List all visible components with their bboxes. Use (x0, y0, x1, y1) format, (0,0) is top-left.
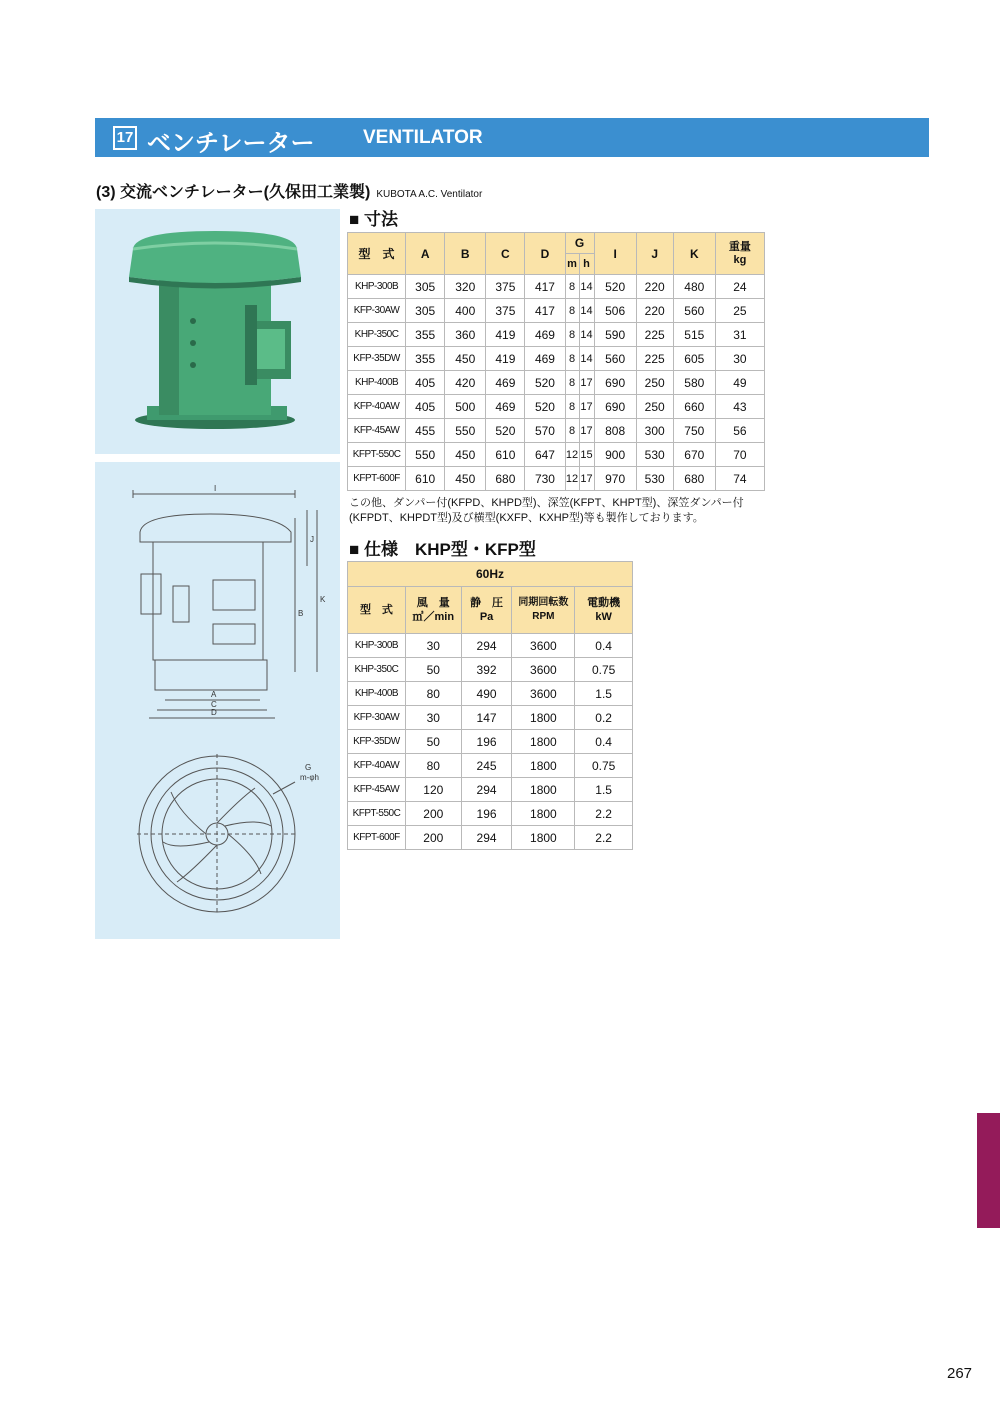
value-cell: 1800 (512, 730, 575, 754)
table-row (348, 778, 633, 802)
section-title-jp: ベンチレーター (147, 130, 315, 157)
table-row (348, 730, 633, 754)
value-cell: 420 (445, 371, 486, 395)
value-cell: 294 (461, 826, 512, 850)
value-cell: 3600 (512, 682, 575, 706)
ventilator-photo (95, 209, 340, 454)
table-row (348, 299, 765, 323)
specs-header-pressure (461, 587, 512, 634)
value-cell: 147 (461, 706, 512, 730)
value-cell: 405 (406, 371, 445, 395)
value-cell: 647 (525, 443, 565, 467)
value-cell: 455 (406, 419, 445, 443)
value-cell: 1.5 (575, 682, 633, 706)
model-cell: KFP-35DW (348, 347, 406, 371)
value-cell: 14 (579, 299, 594, 323)
value-cell: 690 (594, 395, 636, 419)
value-cell: 200 (405, 802, 461, 826)
dim-label-gmh: m-φh (300, 773, 319, 782)
table-row (348, 634, 633, 658)
dim-label-i: I (214, 484, 217, 493)
value-cell: 225 (636, 347, 673, 371)
value-cell: 43 (715, 395, 764, 419)
dim-label-k: K (320, 595, 326, 604)
dims-header-model: 型 式 (348, 233, 406, 275)
value-cell: 8 (565, 395, 579, 419)
value-cell: 70 (715, 443, 764, 467)
dims-header-a: A (406, 233, 445, 275)
table-row (348, 467, 765, 491)
value-cell: 660 (673, 395, 715, 419)
value-cell: 56 (715, 419, 764, 443)
dims-header-weight-unit: kg (733, 253, 747, 266)
value-cell: 419 (486, 347, 525, 371)
value-cell: 520 (525, 395, 565, 419)
value-cell: 0.75 (575, 754, 633, 778)
value-cell: 469 (525, 347, 565, 371)
table-row (348, 802, 633, 826)
value-cell: 8 (565, 419, 579, 443)
model-cell: KFP-45AW (348, 778, 406, 802)
value-cell: 450 (445, 467, 486, 491)
section-banner (95, 118, 929, 157)
table-row (348, 754, 633, 778)
table-row (348, 323, 765, 347)
table-row (348, 419, 765, 443)
value-cell: 490 (461, 682, 512, 706)
value-cell: 610 (406, 467, 445, 491)
value-cell: 14 (579, 347, 594, 371)
dims-header-b: B (445, 233, 486, 275)
model-cell: KHP-400B (348, 682, 406, 706)
value-cell: 320 (445, 275, 486, 299)
value-cell: 250 (636, 371, 673, 395)
value-cell: 12 (565, 443, 579, 467)
model-cell: KFP-45AW (348, 419, 406, 443)
value-cell: 8 (565, 371, 579, 395)
note-line-2: (KFPDT、KHPDT型)及び横型(KXFP、KXHP型)等も製作しております。 (349, 512, 704, 524)
value-cell: 900 (594, 443, 636, 467)
value-cell: 480 (673, 275, 715, 299)
dim-label-d: D (211, 708, 217, 717)
value-cell: 220 (636, 299, 673, 323)
ventilator-drawing (95, 462, 340, 939)
value-cell: 400 (445, 299, 486, 323)
value-cell: 750 (673, 419, 715, 443)
rpm-unit: RPM (532, 611, 555, 622)
value-cell: 80 (405, 754, 461, 778)
table-row (348, 395, 765, 419)
value-cell: 14 (579, 275, 594, 299)
value-cell: 25 (715, 299, 764, 323)
value-cell: 300 (636, 419, 673, 443)
dimensions-table-body (348, 275, 765, 491)
value-cell: 8 (565, 275, 579, 299)
value-cell: 250 (636, 395, 673, 419)
value-cell: 590 (594, 323, 636, 347)
value-cell: 17 (579, 419, 594, 443)
rpm-label: 同期回転数 (518, 597, 569, 608)
value-cell: 305 (406, 275, 445, 299)
dims-header-c: C (486, 233, 525, 275)
motor-unit: kW (595, 611, 612, 623)
value-cell: 2.2 (575, 826, 633, 850)
dims-header-gm: m (565, 254, 579, 275)
value-cell: 0.2 (575, 706, 633, 730)
value-cell: 1.5 (575, 778, 633, 802)
model-cell: KFP-35DW (348, 730, 406, 754)
value-cell: 417 (525, 275, 565, 299)
value-cell: 808 (594, 419, 636, 443)
model-cell: KFPT-550C (348, 802, 406, 826)
value-cell: 14 (579, 323, 594, 347)
value-cell: 0.4 (575, 730, 633, 754)
value-cell: 196 (461, 802, 512, 826)
value-cell: 80 (405, 682, 461, 706)
value-cell: 0.4 (575, 634, 633, 658)
page-number: 267 (947, 1365, 973, 1382)
dims-header-g: G (565, 233, 594, 254)
value-cell: 580 (673, 371, 715, 395)
value-cell: 355 (406, 347, 445, 371)
value-cell: 560 (594, 347, 636, 371)
dims-header-gh: h (579, 254, 594, 275)
value-cell: 3600 (512, 634, 575, 658)
subtitle-en: KUBOTA A.C. Ventilator (376, 189, 483, 200)
value-cell: 405 (406, 395, 445, 419)
note-line-1: この他、ダンパー付(KFPD、KHPD型)、深笠(KFPT、KHPT型)、深笠ダンパー付 (349, 497, 744, 509)
value-cell: 570 (525, 419, 565, 443)
dims-header-k: K (673, 233, 715, 275)
value-cell: 530 (636, 443, 673, 467)
value-cell: 520 (594, 275, 636, 299)
specs-header-rpm (512, 587, 575, 634)
model-cell: KFPT-600F (348, 826, 406, 850)
pressure-unit: Pa (479, 611, 494, 623)
value-cell: 30 (405, 706, 461, 730)
value-cell: 15 (579, 443, 594, 467)
value-cell: 500 (445, 395, 486, 419)
value-cell: 50 (405, 658, 461, 682)
dim-label-b: B (298, 609, 304, 618)
value-cell: 375 (486, 275, 525, 299)
table-row (348, 371, 765, 395)
value-cell: 294 (461, 634, 512, 658)
dims-header-i: I (594, 233, 636, 275)
value-cell: 605 (673, 347, 715, 371)
value-cell: 245 (461, 754, 512, 778)
dims-header-weight (715, 233, 764, 275)
model-cell: KHP-350C (348, 323, 406, 347)
value-cell: 530 (636, 467, 673, 491)
value-cell: 515 (673, 323, 715, 347)
value-cell: 17 (579, 467, 594, 491)
pressure-label: 静 圧 (470, 597, 504, 609)
value-cell: 24 (715, 275, 764, 299)
section-title-en: VENTILATOR (363, 127, 483, 148)
airflow-label: 風 量 (416, 597, 450, 609)
specs-header-airflow (405, 587, 461, 634)
table-row (348, 443, 765, 467)
value-cell: 375 (486, 299, 525, 323)
specs-header-model: 型 式 (348, 587, 406, 634)
value-cell: 0.75 (575, 658, 633, 682)
dims-header-d: D (525, 233, 565, 275)
dims-header-weight-label: 重量 (728, 240, 751, 253)
model-cell: KFP-30AW (348, 706, 406, 730)
table-row (348, 682, 633, 706)
dims-header-j: J (636, 233, 673, 275)
table-row (348, 826, 633, 850)
table-row (348, 658, 633, 682)
value-cell: 17 (579, 395, 594, 419)
value-cell: 417 (525, 299, 565, 323)
value-cell: 30 (405, 634, 461, 658)
value-cell: 520 (486, 419, 525, 443)
value-cell: 31 (715, 323, 764, 347)
value-cell: 450 (445, 443, 486, 467)
specs-table (347, 561, 633, 850)
subtitle-jp: (3) 交流ベンチレーター(久保田工業製) (96, 184, 371, 201)
dim-label-c: C (211, 700, 217, 709)
value-cell: 970 (594, 467, 636, 491)
value-cell: 360 (445, 323, 486, 347)
dimensions-heading: ■ 寸法 (349, 210, 398, 229)
value-cell: 506 (594, 299, 636, 323)
section-number: 17 (113, 126, 137, 150)
value-cell: 196 (461, 730, 512, 754)
value-cell: 200 (405, 826, 461, 850)
value-cell: 17 (579, 371, 594, 395)
model-cell: KFP-30AW (348, 299, 406, 323)
airflow-unit: ㎥／min (412, 611, 455, 623)
subtitle (96, 179, 482, 202)
model-cell: KFP-40AW (348, 754, 406, 778)
value-cell: 450 (445, 347, 486, 371)
specs-header-motor (575, 587, 633, 634)
table-row (348, 706, 633, 730)
value-cell: 469 (525, 323, 565, 347)
motor-label: 電動機 (587, 597, 621, 609)
value-cell: 8 (565, 323, 579, 347)
value-cell: 560 (673, 299, 715, 323)
value-cell: 225 (636, 323, 673, 347)
table-row (348, 347, 765, 371)
value-cell: 610 (486, 443, 525, 467)
model-cell: KFPT-600F (348, 467, 406, 491)
model-cell: KFPT-550C (348, 443, 406, 467)
value-cell: 550 (445, 419, 486, 443)
value-cell: 520 (525, 371, 565, 395)
specs-table-body (348, 634, 633, 850)
model-cell: KFP-40AW (348, 395, 406, 419)
value-cell: 1800 (512, 706, 575, 730)
dim-label-a: A (211, 690, 217, 699)
value-cell: 550 (406, 443, 445, 467)
value-cell: 690 (594, 371, 636, 395)
value-cell: 670 (673, 443, 715, 467)
value-cell: 1800 (512, 754, 575, 778)
value-cell: 305 (406, 299, 445, 323)
value-cell: 355 (406, 323, 445, 347)
value-cell: 419 (486, 323, 525, 347)
model-cell: KHP-400B (348, 371, 406, 395)
value-cell: 3600 (512, 658, 575, 682)
value-cell: 120 (405, 778, 461, 802)
model-cell: KHP-350C (348, 658, 406, 682)
value-cell: 74 (715, 467, 764, 491)
value-cell: 2.2 (575, 802, 633, 826)
value-cell: 30 (715, 347, 764, 371)
dim-label-j: J (310, 535, 314, 544)
value-cell: 1800 (512, 802, 575, 826)
value-cell: 730 (525, 467, 565, 491)
value-cell: 8 (565, 347, 579, 371)
table-row (348, 275, 765, 299)
value-cell: 469 (486, 395, 525, 419)
dim-label-g: G (305, 763, 312, 772)
value-cell: 680 (673, 467, 715, 491)
dimensions-note (349, 496, 744, 526)
value-cell: 220 (636, 275, 673, 299)
side-index-tab (977, 1113, 1000, 1228)
value-cell: 12 (565, 467, 579, 491)
specs-header-freq: 60Hz (348, 562, 633, 587)
value-cell: 392 (461, 658, 512, 682)
value-cell: 469 (486, 371, 525, 395)
value-cell: 8 (565, 299, 579, 323)
value-cell: 294 (461, 778, 512, 802)
value-cell: 1800 (512, 826, 575, 850)
model-cell: KHP-300B (348, 275, 406, 299)
value-cell: 1800 (512, 778, 575, 802)
specs-heading: ■ 仕様 KHP型・KFP型 (349, 540, 536, 559)
model-cell: KHP-300B (348, 634, 406, 658)
dimensions-table (347, 232, 765, 491)
value-cell: 680 (486, 467, 525, 491)
value-cell: 49 (715, 371, 764, 395)
value-cell: 50 (405, 730, 461, 754)
